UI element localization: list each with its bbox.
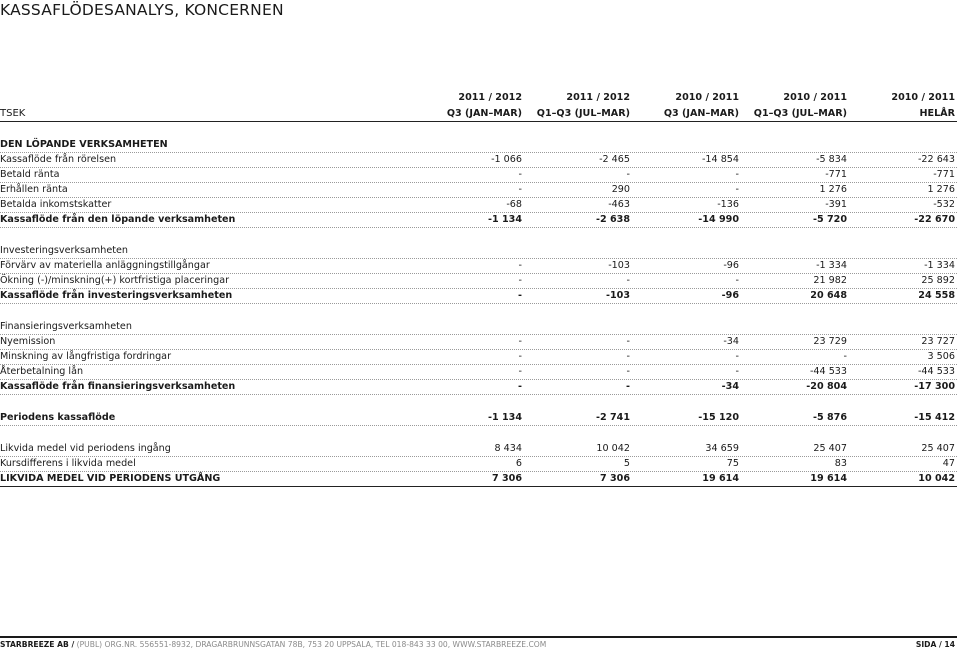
- row-label: Förvärv av materiella anläggningstillgångar: [0, 260, 210, 271]
- table-row-subtotal: [0, 288, 957, 304]
- row-value: -96: [721, 290, 739, 301]
- row-label: Finansieringsverksamheten: [0, 321, 132, 332]
- row-value: -391: [825, 199, 847, 210]
- row-label: DEN LÖPANDE VERKSAMHETEN: [0, 139, 168, 150]
- header-period-5: HELÅR: [919, 108, 955, 119]
- row-value: -22 670: [914, 214, 955, 225]
- row-value: 21 982: [813, 275, 847, 286]
- row-value: 1 276: [819, 184, 847, 195]
- header-unit: TSEK: [0, 108, 26, 119]
- row-value: -68: [506, 199, 522, 210]
- row-value: 1 276: [927, 184, 955, 195]
- footer-address: (PUBL) ORG.NR. 556551-8932, DRAGARBRUNNSGATAN 78B, 753 20 UPPSALA, TEL 018-843 33 00, WWW.STARBREEZE.COM: [74, 640, 547, 649]
- row-value: 10 042: [596, 443, 630, 454]
- table-row: [0, 137, 957, 153]
- row-value: -771: [825, 169, 847, 180]
- table-row: [0, 441, 957, 457]
- table-row-section: [0, 319, 957, 335]
- row-value: -15 412: [914, 412, 955, 423]
- row-value: -14 854: [701, 154, 739, 165]
- header-year-4: 2010 / 2011: [783, 92, 847, 103]
- row-value: -103: [605, 290, 630, 301]
- row-value: 23 727: [921, 336, 955, 347]
- row-value: -1 334: [924, 260, 955, 271]
- row-value: 75: [726, 458, 739, 469]
- table-row: [0, 258, 957, 274]
- header-year-1: 2011 / 2012: [458, 92, 522, 103]
- header-years-row: [0, 90, 957, 105]
- row-value: -: [518, 351, 522, 362]
- header-period-2: Q1–Q3 (JUL–MAR): [536, 108, 630, 119]
- row-value: 20 648: [810, 290, 847, 301]
- row-label: Betald ränta: [0, 169, 60, 180]
- row-value: 23 729: [813, 336, 847, 347]
- row-value: -1 066: [491, 154, 522, 165]
- page-footer: [0, 636, 957, 653]
- footer-page-number: SIDA / 14: [915, 640, 955, 649]
- row-value: -: [518, 260, 522, 271]
- row-value: -: [843, 351, 847, 362]
- table-row-total: [0, 410, 957, 426]
- row-value: 19 614: [810, 473, 847, 484]
- row-value: -: [626, 336, 630, 347]
- row-value: -2 741: [595, 412, 630, 423]
- row-value: 3 506: [927, 351, 955, 362]
- row-value: 19 614: [702, 473, 739, 484]
- header-period-3: Q3 (JAN–MAR): [663, 108, 739, 119]
- row-label: Kursdifferens i likvida medel: [0, 458, 136, 469]
- row-value: -34: [723, 336, 739, 347]
- row-value: 6: [515, 458, 522, 469]
- row-value: -14 990: [698, 214, 739, 225]
- row-value: -1 334: [816, 260, 847, 271]
- row-label: Återbetalning lån: [0, 366, 84, 377]
- row-value: -: [735, 169, 739, 180]
- table-row-section: [0, 243, 957, 259]
- row-value: 8 434: [494, 443, 522, 454]
- table-row: [0, 152, 957, 168]
- row-value: -: [518, 184, 522, 195]
- row-value: 5: [623, 458, 630, 469]
- table-row: [0, 197, 957, 213]
- table-row-subtotal: [0, 379, 957, 395]
- header-period-4: Q1–Q3 (JUL–MAR): [753, 108, 847, 119]
- row-value: -: [518, 275, 522, 286]
- row-value: 7 306: [491, 473, 522, 484]
- row-value: -5 720: [812, 214, 847, 225]
- row-value: -34: [721, 381, 739, 392]
- row-label: Kassaflöde från rörelsen: [0, 154, 117, 165]
- header-year-5: 2010 / 2011: [891, 92, 955, 103]
- row-value: -20 804: [806, 381, 847, 392]
- table-row: [0, 349, 957, 365]
- table-row: [0, 182, 957, 198]
- row-label: LIKVIDA MEDEL VID PERIODENS UTGÅNG: [0, 473, 221, 484]
- row-value: -136: [717, 199, 739, 210]
- row-value: -2 638: [595, 214, 630, 225]
- table-row-grand-total: [0, 471, 957, 487]
- row-value: -: [735, 351, 739, 362]
- row-value: -5 834: [816, 154, 847, 165]
- row-value: -5 876: [812, 412, 847, 423]
- row-value: -: [626, 381, 630, 392]
- row-value: -: [626, 366, 630, 377]
- table-row-subtotal: [0, 212, 957, 228]
- table-row: [0, 273, 957, 289]
- row-value: -771: [933, 169, 955, 180]
- row-label: Kassaflöde från den löpande verksamheten: [0, 214, 236, 225]
- row-value: 24 558: [918, 290, 955, 301]
- row-value: -96: [723, 260, 739, 271]
- header-periods-row: [0, 106, 957, 122]
- row-value: -: [735, 184, 739, 195]
- row-label: Investeringsverksamheten: [0, 245, 128, 256]
- row-value: 25 407: [921, 443, 955, 454]
- row-value: -: [518, 336, 522, 347]
- row-value: -15 120: [698, 412, 739, 423]
- row-value: -463: [608, 199, 630, 210]
- row-value: -: [735, 366, 739, 377]
- table-row: [0, 364, 957, 380]
- table-row: [0, 334, 957, 350]
- row-value: -: [518, 366, 522, 377]
- row-value: -532: [933, 199, 955, 210]
- row-value: -: [518, 381, 522, 392]
- row-value: -22 643: [917, 154, 955, 165]
- row-value: -: [626, 169, 630, 180]
- row-label: Betalda inkomstskatter: [0, 199, 112, 210]
- header-year-3: 2010 / 2011: [675, 92, 739, 103]
- row-value: -1 134: [487, 412, 522, 423]
- row-value: 25 892: [921, 275, 955, 286]
- row-label: Kassaflöde från investeringsverksamheten: [0, 290, 233, 301]
- table-row: [0, 167, 957, 183]
- row-value: 34 659: [705, 443, 739, 454]
- row-value: 10 042: [918, 473, 955, 484]
- row-value: -: [518, 169, 522, 180]
- header-period-1: Q3 (JAN–MAR): [446, 108, 522, 119]
- row-value: -2 465: [599, 154, 630, 165]
- row-value: -103: [608, 260, 630, 271]
- row-label: Kassaflöde från finansieringsverksamheten: [0, 381, 236, 392]
- row-label: Nyemission: [0, 336, 56, 347]
- row-value: 290: [611, 184, 630, 195]
- row-label: Likvida medel vid periodens ingång: [0, 443, 171, 454]
- page-title: KASSAFLÖDESANALYS, KONCERNEN: [0, 1, 284, 19]
- row-label: Ökning (-)/minskning(+) kortfristiga placeringar: [0, 275, 230, 286]
- row-value: -: [626, 351, 630, 362]
- row-value: 25 407: [813, 443, 847, 454]
- row-value: -: [518, 290, 522, 301]
- row-label: Erhållen ränta: [0, 184, 68, 195]
- footer-company: STARBREEZE AB /: [0, 640, 75, 649]
- row-value: -44 533: [809, 366, 847, 377]
- row-value: -1 134: [487, 214, 522, 225]
- header-year-2: 2011 / 2012: [566, 92, 630, 103]
- table-row: [0, 456, 957, 472]
- row-value: -17 300: [914, 381, 955, 392]
- row-value: 7 306: [599, 473, 630, 484]
- row-value: 83: [834, 458, 847, 469]
- row-value: -: [626, 275, 630, 286]
- row-label: Periodens kassaflöde: [0, 412, 116, 423]
- row-value: -44 533: [917, 366, 955, 377]
- row-value: 47: [942, 458, 955, 469]
- row-value: -: [735, 275, 739, 286]
- row-label: Minskning av långfristiga fordringar: [0, 351, 172, 362]
